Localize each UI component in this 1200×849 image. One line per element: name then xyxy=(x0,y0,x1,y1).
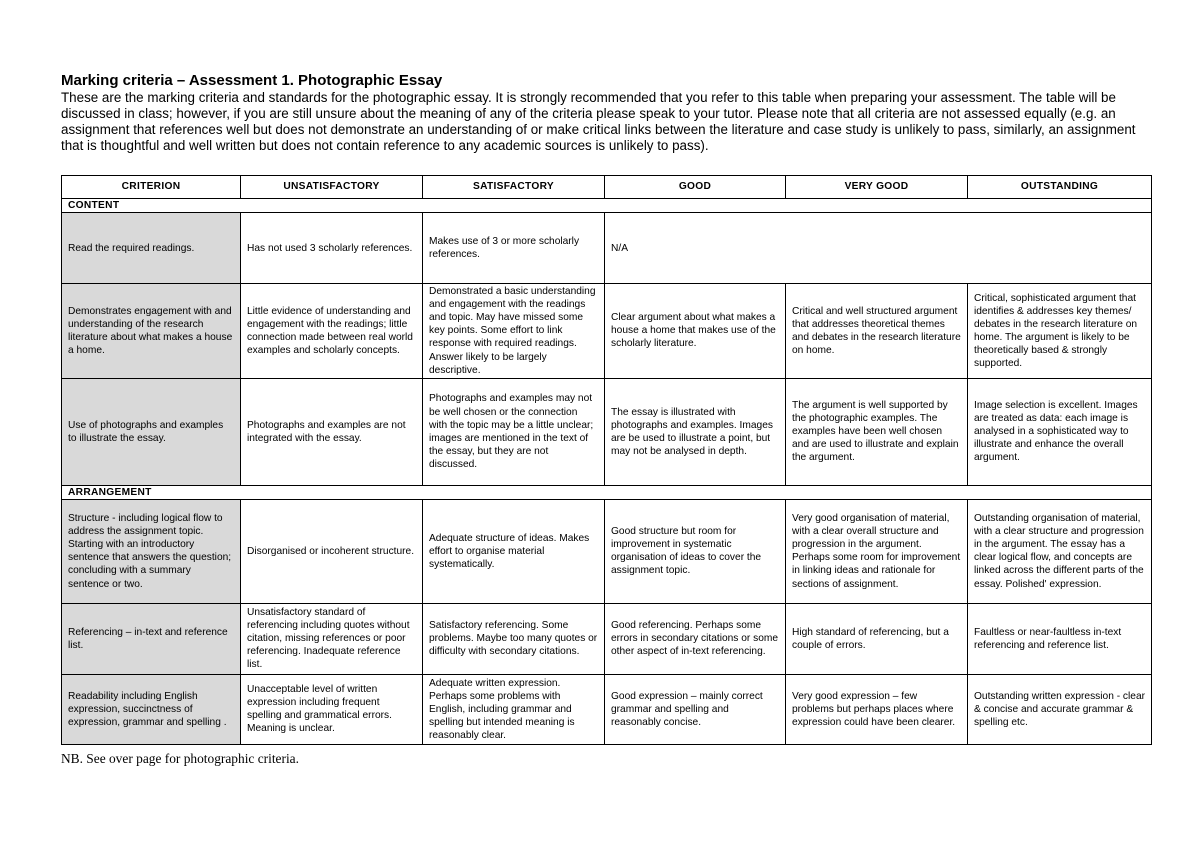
good-cell: Good referencing. Perhaps some errors in secondary citations or some other aspect of in-text referencing. xyxy=(605,603,786,674)
header-unsatisfactory: UNSATISFACTORY xyxy=(241,176,423,199)
header-very-good: VERY GOOD xyxy=(786,176,968,199)
very-good-cell: High standard of referencing, but a couple of errors. xyxy=(786,603,968,674)
outstanding-cell: Image selection is excellent. Images are treated as data: each image is analysed in a sophisticated way to illustrate and enhance the overall argument. xyxy=(968,378,1152,485)
table-row xyxy=(62,499,1152,603)
unsatisfactory-cell: Unsatisfactory standard of referencing including quotes without citation, missing references or poor referencing. Inadequate reference list. xyxy=(241,603,423,674)
outstanding-cell: Outstanding written expression - clear & concise and accurate grammar & spelling etc. xyxy=(968,674,1152,744)
outstanding-cell: Outstanding organisation of material, with a clear structure and progression in the argument. The essay has a clear logical flow, and concepts are linked across the different parts of the essay. Polished' expression. xyxy=(968,499,1152,603)
criterion-cell: Readability including English expression, succinctness of expression, grammar and spelling . xyxy=(62,674,241,744)
very-good-cell: Very good organisation of material, with a clear overall structure and progression in the argument. Perhaps some room for improvement in linking ideas and rationale for sections of assignment. xyxy=(786,499,968,603)
section-label-arrangement: ARRANGEMENT xyxy=(62,485,1152,499)
intro-paragraph: These are the marking criteria and standards for the photographic essay. It is strongly recommended that you refer to this table when preparing your assessment. The table will be discussed in class; however, if you are still unsure about the meaning of any of the criteria please speak to your tutor. Please note that all criteria are not assessed equally (e.g. an assignment that references well but does not demonstrate an understanding of or make critical links between the literature and case study is unlikely to pass, similarly, an assignment that is thoughtful and well written but does not contain reference to any academic sources is unlikely to pass). xyxy=(61,90,1136,153)
criterion-cell: Referencing – in-text and reference list. xyxy=(62,603,241,674)
satisfactory-cell: Adequate written expression. Perhaps some problems with English, including grammar and spelling but intended meaning is reasonably clear. xyxy=(423,674,605,744)
unsatisfactory-cell: Little evidence of understanding and engagement with the readings; little connection made between real world examples and scholarly concepts. xyxy=(241,284,423,379)
header-criterion: CRITERION xyxy=(62,176,241,199)
criterion-cell: Demonstrates engagement with and understanding of the research literature about what makes a house a home. xyxy=(62,284,241,379)
satisfactory-cell: Demonstrated a basic understanding and engagement with the readings and topic. May have missed some key points. Some effort to link response with required readings. Answer likely to be largely descriptive. xyxy=(423,284,605,379)
unsatisfactory-cell: Disorganised or incoherent structure. xyxy=(241,499,423,603)
table-row xyxy=(62,674,1152,744)
good-cell: Good expression – mainly correct grammar and spelling and reasonably concise. xyxy=(605,674,786,744)
unsatisfactory-cell: Has not used 3 scholarly references. xyxy=(241,213,423,284)
document-title: Marking criteria – Assessment 1. Photographic Essay xyxy=(61,72,443,89)
table-row xyxy=(62,213,1152,284)
good-cell: Clear argument about what makes a house a home that makes use of the scholarly literature. xyxy=(605,284,786,379)
very-good-cell: Very good expression – few problems but perhaps places where expression could have been clearer. xyxy=(786,674,968,744)
table-row xyxy=(62,603,1152,674)
header-outstanding: OUTSTANDING xyxy=(968,176,1152,199)
very-good-cell: Critical and well structured argument that addresses theoretical themes and debates in the research literature on home. xyxy=(786,284,968,379)
good-onwards-cell: N/A xyxy=(605,213,1152,284)
marking-criteria-table xyxy=(61,175,1152,745)
section-row-arrangement xyxy=(62,485,1152,499)
outstanding-cell: Critical, sophisticated argument that identifies & addresses key themes/ debates in the research literature on home. The argument is likely to be theoretically based & strongly supported. xyxy=(968,284,1152,379)
section-row-content xyxy=(62,199,1152,213)
outstanding-cell: Faultless or near-faultless in-text referencing and reference list. xyxy=(968,603,1152,674)
unsatisfactory-cell: Photographs and examples are not integrated with the essay. xyxy=(241,378,423,485)
section-label-content: CONTENT xyxy=(62,199,1152,213)
satisfactory-cell: Satisfactory referencing. Some problems. Maybe too many quotes or difficulty with secondary citations. xyxy=(423,603,605,674)
good-cell: Good structure but room for improvement in systematic organisation of ideas to cover the assignment topic. xyxy=(605,499,786,603)
criterion-cell: Structure - including logical flow to address the assignment topic. Starting with an introductory sentence that answers the question; concluding with a summary sentence or two. xyxy=(62,499,241,603)
table-row xyxy=(62,378,1152,485)
unsatisfactory-cell: Unacceptable level of written expression including frequent spelling and grammatical errors. Meaning is unclear. xyxy=(241,674,423,744)
criterion-cell: Read the required readings. xyxy=(62,213,241,284)
header-satisfactory: SATISFACTORY xyxy=(423,176,605,199)
very-good-cell: The argument is well supported by the photographic examples. The examples have been well chosen and are used to illustrate and explain the argument. xyxy=(786,378,968,485)
footnote: NB. See over page for photographic criteria. xyxy=(61,751,299,766)
table-header-row xyxy=(62,176,1152,199)
satisfactory-cell: Makes use of 3 or more scholarly references. xyxy=(423,213,605,284)
satisfactory-cell: Adequate structure of ideas. Makes effort to organise material systematically. xyxy=(423,499,605,603)
table-row xyxy=(62,284,1152,379)
document-header xyxy=(61,72,1151,154)
header-good: GOOD xyxy=(605,176,786,199)
satisfactory-cell: Photographs and examples may not be well chosen or the connection with the topic may be a little unclear; images are mentioned in the text of the essay, but they are not discussed. xyxy=(423,378,605,485)
criterion-cell: Use of photographs and examples to illustrate the essay. xyxy=(62,378,241,485)
good-cell: The essay is illustrated with photographs and examples. Images are be used to illustrate a point, but may not be analysed in depth. xyxy=(605,378,786,485)
